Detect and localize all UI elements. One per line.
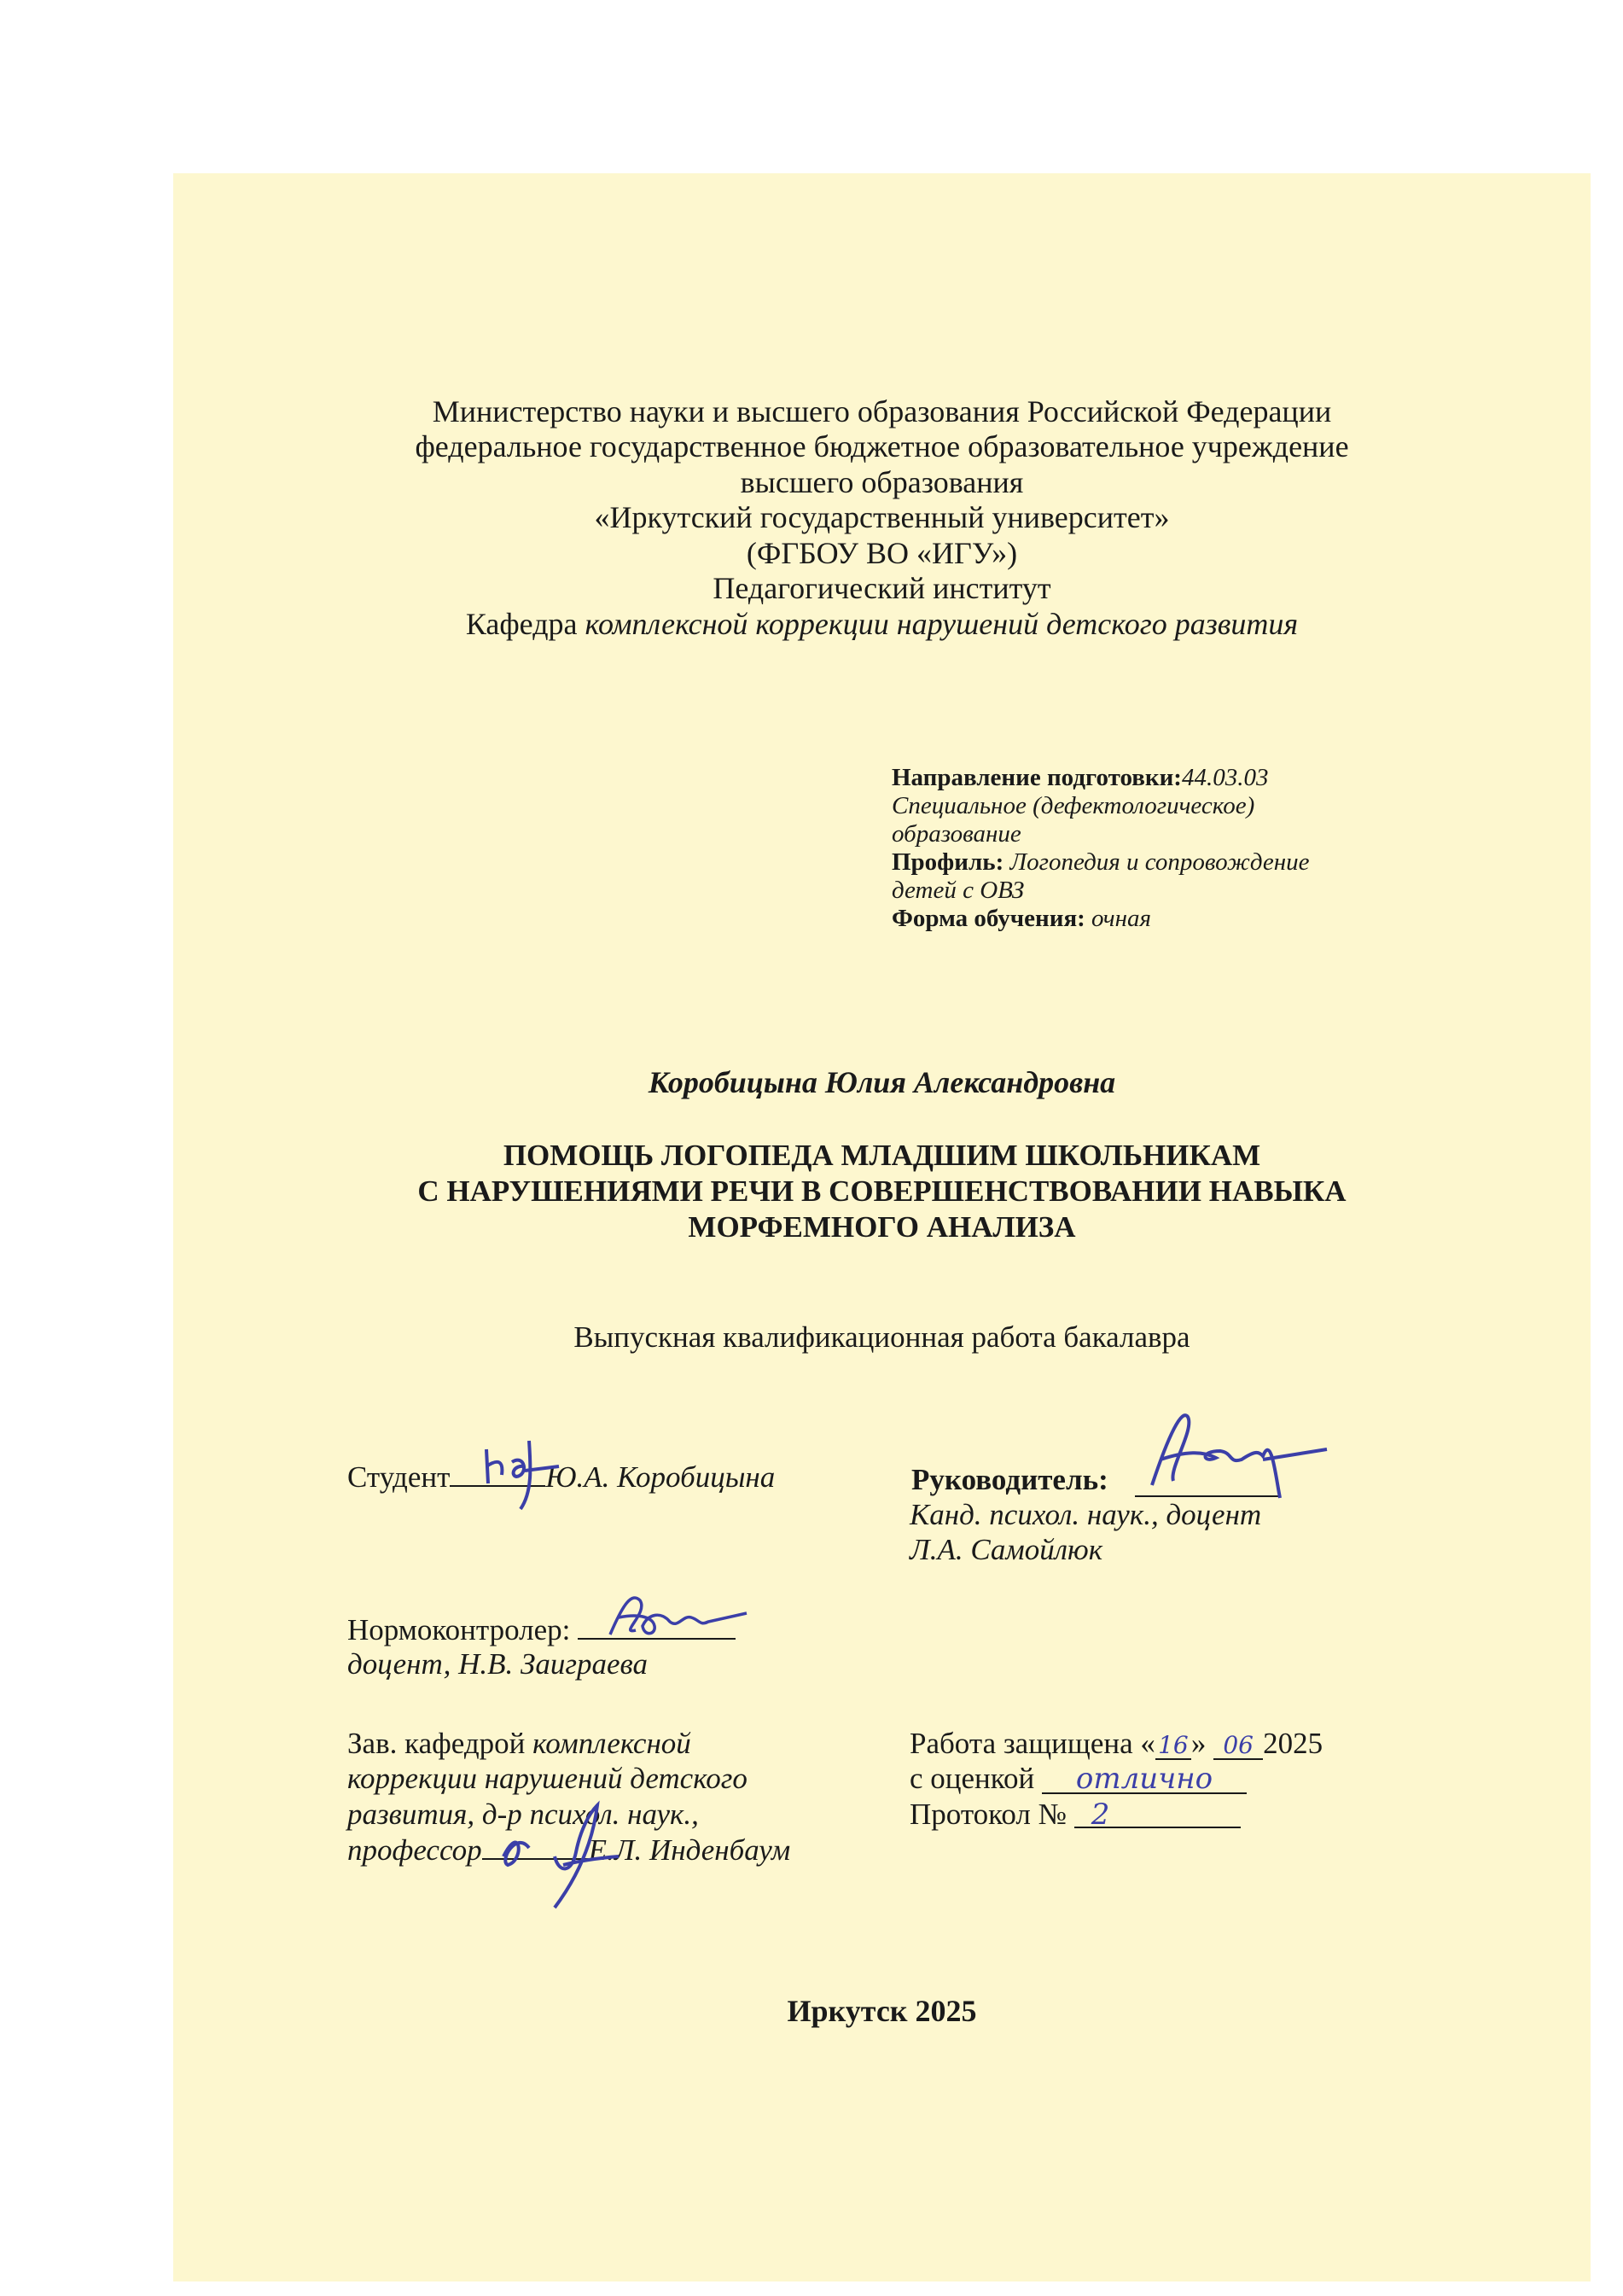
form-label: Форма обучения:: [892, 905, 1085, 932]
form-value: очная: [1091, 905, 1151, 932]
profile-value: Логопедия и сопровождение: [1009, 848, 1310, 876]
header-line-institution-type: федеральное государственное бюджетное образовательное учреждение: [415, 429, 1349, 463]
direction-line3: образование: [892, 820, 1021, 848]
department-name: комплексной коррекции нарушений детского развития: [585, 607, 1299, 641]
head-label: Зав. кафедрой: [347, 1727, 526, 1760]
supervisor-label: Руководитель:: [911, 1463, 1108, 1496]
normcontrol-name: доцент, Н.В. Заиграева: [347, 1647, 648, 1681]
title-line-1: ПОМОЩЬ ЛОГОПЕДА МЛАДШИМ ШКОЛЬНИКАМ: [503, 1139, 1261, 1172]
defended-label: Работа защищена «: [910, 1727, 1155, 1760]
city-year: Иркутск 2025: [787, 1994, 977, 2028]
student-name: Ю.А. Коробицына: [545, 1460, 776, 1494]
grade-value: отлично: [1042, 1767, 1247, 1794]
student-label: Студент: [347, 1460, 451, 1494]
title-line-2: С НАРУШЕНИЯМИ РЕЧИ В СОВЕРШЕНСТВОВАНИИ НАВЫКА: [417, 1174, 1347, 1208]
head-line-3: развития, д-р психол. наук.,: [347, 1798, 699, 1831]
head-name: Е.Л. Инденбаум: [588, 1833, 791, 1867]
protocol-label: Протокол №: [910, 1798, 1067, 1831]
normcontrol-label: Нормоконтролер:: [347, 1613, 571, 1646]
protocol-row: [910, 1798, 1241, 1832]
header-line-abbreviation: (ФГБОУ ВО «ИГУ»): [746, 536, 1018, 570]
supervisor-title: Канд. психол. наук., доцент: [910, 1498, 1262, 1531]
direction-label: Направление подготовки:: [892, 764, 1182, 791]
header-line-ministry: Министерство науки и высшего образования Российской Федерации: [432, 394, 1332, 428]
direction-code: 44.03.03: [1181, 764, 1269, 791]
grade-row: [910, 1762, 1247, 1796]
work-type: Выпускная квалификационная работа бакалавра: [573, 1320, 1190, 1354]
author-name: Коробицына Юлия Александровна: [648, 1065, 1116, 1099]
head-line-1: [347, 1727, 691, 1761]
header-line-institute: Педагогический институт: [713, 571, 1051, 605]
head-line1-it: комплексной: [532, 1727, 691, 1760]
title-line-3: МОРФЕМНОГО АНАЛИЗА: [688, 1210, 1076, 1244]
supervisor-name: Л.А. Самойлюк: [910, 1533, 1103, 1566]
student-signature: [478, 1424, 572, 1518]
head-line-2: коррекции нарушений детского: [347, 1762, 748, 1795]
normcontrol-signature: [602, 1588, 755, 1647]
profile-value-line2: детей с ОВЗ: [892, 877, 1025, 904]
defended-day: 16: [1155, 1733, 1191, 1760]
header-line-department: [173, 607, 1591, 641]
grade-label: с оценкой: [910, 1762, 1035, 1795]
header-line-university: «Иркутский государственный университет»: [594, 500, 1170, 534]
defended-row: [910, 1727, 1323, 1761]
direction-line2: Специальное (дефектологическое): [892, 792, 1255, 819]
protocol-number: 2: [1074, 1803, 1241, 1828]
head-signature: [486, 1780, 657, 1916]
profile-label: Профиль:: [892, 848, 1004, 876]
header-line-education-level: высшего образования: [740, 465, 1024, 499]
supervisor-signature: [1135, 1400, 1331, 1502]
defended-mid: »: [1190, 1727, 1207, 1760]
defended-month: 06: [1213, 1733, 1263, 1760]
head-line4-prefix: профессор: [347, 1833, 482, 1867]
department-prefix: Кафедра: [465, 607, 578, 641]
study-info: [892, 764, 1404, 933]
defended-year: 2025: [1263, 1727, 1323, 1760]
